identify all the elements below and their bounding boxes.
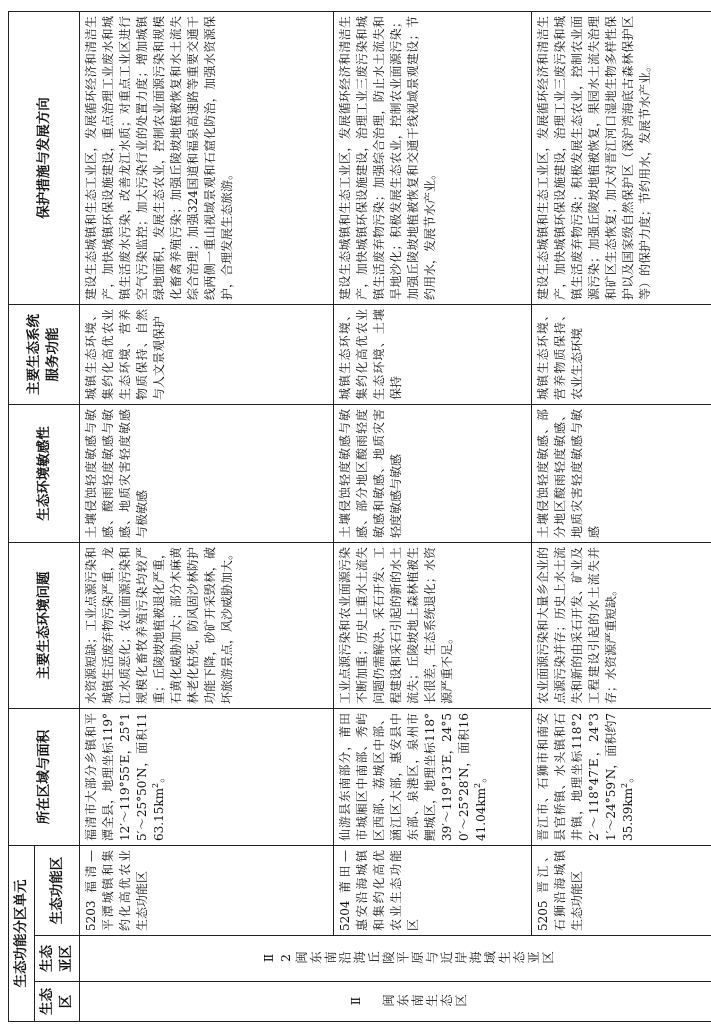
km2-superscript: 2 (473, 782, 482, 788)
header-env-problems: 主要生态环境问题 (9, 543, 80, 709)
header-measures: 保护措施与发展方向 (9, 12, 80, 305)
eco-zoning-table (8, 11, 711, 1022)
location-area-cell (334, 709, 532, 846)
header-group: 生态功能分区单元 (9, 846, 35, 1022)
location-area-cell (80, 709, 334, 846)
location-area-cell (532, 709, 711, 846)
ecoregion-cell (80, 982, 711, 1022)
measures-cell: 建设生态城镇和生态工业区，发展循环经济和清洁生产，加快城镇环保设施建设，治理工业三废污染和城镇生活废弃物污染；积极发展生态农业，控制农业面源污染；加强丘陵坡地植被恢复，果园水土流失治理和矿区生态恢复；加大对晋江河口湿地生物多样性保护以及国家级自然保护区（深沪湾海底古森林保护区等）的保护力度；节约用水，发展节水产业。 (532, 12, 711, 305)
sensitivity-cell: 土壤侵蚀轻度敏感与敏感、部分地区酸雨轻度敏感和敏感、地质灾害轻度敏感与敏感 (334, 405, 532, 543)
env-problems-cell: 水资源短缺；工业点源污染和城镇生活废弃物污染严重，龙江水质恶化；农业面源污染和规模化畜牧养殖污染均较严重；丘陵坡地植被退化严重，石黄化威胁加大；部分木麻黄林老化枯死，防风固沙林防护功能下降，砂矿开采毁林，破坏旅游景点，风沙威胁加大。 (80, 543, 334, 709)
header-sensitivity: 生态环境敏感性 (9, 405, 80, 543)
km2-superscript: 2 (151, 782, 160, 788)
header-services: 主要生态系统服务功能 (9, 305, 80, 405)
subregion-cell (80, 936, 711, 982)
location-area-end: 。 (152, 770, 166, 783)
table-row (80, 12, 334, 1022)
function-zone-cell: 5205 晋江、石狮沿海城镇生态功能区 (532, 846, 711, 936)
header-subregion: 生态亚区 (35, 936, 80, 982)
location-area-text: 晋江市、石狮市和南安县官桥镇、水头镇和石井镇，地理坐标118°22′～118°47′E，24°31′～24°59′N，面积约735.39km (536, 713, 635, 841)
location-area-text: 福清市大部分乡镇和平潭全县，地理坐标119°12′～119°55′E，25°15′～25°50′N，面积1163.15km (84, 713, 166, 841)
services-cell: 城镇生态环境、集约化高优农业生态环境、营养物质保持、自然与人文景观保护 (80, 305, 334, 405)
subregion-label: Ⅱ2闽东南沿海丘陵平原与近岸海域生态亚区 (260, 950, 556, 966)
measures-cell: 建设生态城镇和生态工业区，发展循环经济和清洁生产，加快城镇环保设施建设，重点治理工业废水和城镇生活废水污染，改善龙江水质；对重点工业区进行空气污染监控；加大污染行业的处置力度；增加城镇绿地面积，发展生态农业，控制农业面源污染和规模化畜禽养殖污染；加强丘陵坡地植被恢复和水土流失综合治理；加强324国道和福泉高速路等重要交通干线两侧一重山视域景观和石窟化防治，加强水资源保护，合理发展生态旅游。 (80, 12, 334, 305)
env-problems-cell: 农业面源污染和大量乡企业的点源污染并存；历史上水土流失和新的由采石开发、矿业及工程建设引起的水土流失并存；水资源严重短缺。 (532, 543, 711, 709)
measures-cell: 建设生态城镇和生态工业区，发展循环经济和清洁生产，加快城镇环保设施建设，治理工业三废污染和城镇生活废弃物污染；加强综合治理，防止水土流失和旱地沙化；积极发展生态农业，控制农业面源污染；加强丘陵坡地植被恢复和交通干线视域景观建设；节约用水，发展节水产业。 (334, 12, 532, 305)
header-row-top (9, 12, 35, 1022)
sensitivity-cell: 土壤侵蚀轻度敏感与敏感、酸雨轻度敏感与敏感、地质灾害轻度敏感与极敏感 (80, 405, 334, 543)
location-area-text: 仙游县东南部分，莆田市城厢区中南部、秀屿区西部、荔城区中部、涵江区大部，惠安县中东部、泉港区，泉州市鲤城区，地理坐标118°39′～119°13′E，24°50′～25°28′N，面积1641.04km (338, 713, 488, 841)
table-row (334, 12, 532, 1022)
env-problems-cell: 工业点源污染和农业面源污染不断加重；历史上重水土流失问题仍需解决，采石开发、工程建设和采石引起的新的水土流失；丘陵坡地上森林植被生长很差，生态系统退化；水资源严重不足。 (334, 543, 532, 709)
header-ecoregion: 生态区 (35, 982, 80, 1022)
location-area-end: 。 (621, 770, 635, 783)
ecoregion-label: Ⅱ 闽东南生态区 (347, 993, 469, 1009)
services-cell: 城镇生态环境、集约化高优农业生态环境、土壤保持 (334, 305, 532, 405)
function-zone-cell: 5203 福清—平潭城镇和集约化高优农业生态功能区 (80, 846, 334, 936)
function-zone-cell: 5204 莆田—惠安沿海城镇和集约化高优农业生态功能区 (334, 846, 532, 936)
services-cell: 城镇生态环境、营养物质保持、农业生态环境 (532, 305, 711, 405)
header-function-zone: 生态功能区 (35, 846, 80, 936)
sensitivity-cell: 土壤侵蚀轻度敏感、部分地区酸雨轻度敏感、地质灾害轻度敏感与敏感 (532, 405, 711, 543)
location-area-end: 。 (474, 770, 488, 783)
header-location-area: 所在区域与面积 (9, 709, 80, 846)
km2-superscript: 2 (620, 782, 629, 788)
table-row (532, 12, 711, 1022)
